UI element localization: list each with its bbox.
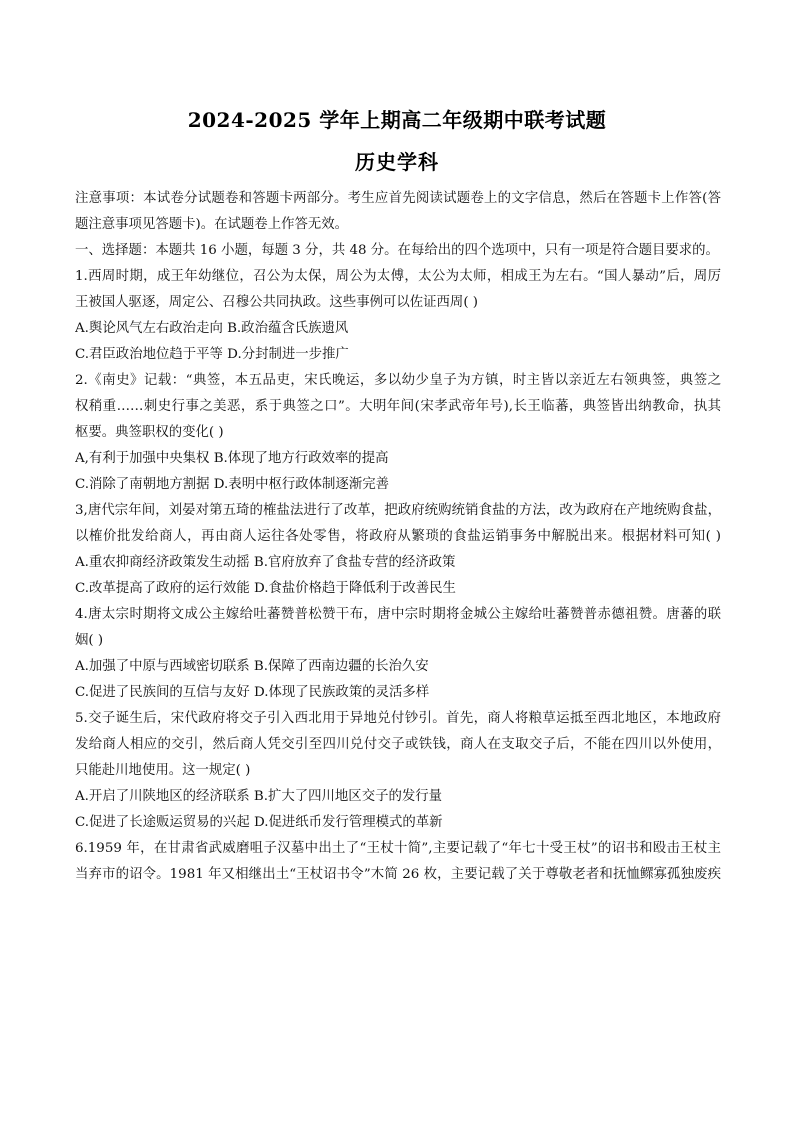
question-stem-line: 6.1959 年，在甘肃省武威磨咀子汉墓中出土了“王杖十简”,主要记载了“年七十受王杖”的诏书和殴击王杖主: [75, 841, 721, 856]
exam-content: [75, 186, 721, 888]
exam-title: 2024-2025 学年上期高二年级期中联考试题: [187, 108, 607, 132]
question-stem-line: 3,唐代宗年间，刘晏对第五琦的榷盐法进行了改革，把政府统购统销食盐的方法，改为政府在产地统购食盐，: [75, 503, 721, 518]
question-5: [75, 706, 721, 836]
question-4: [75, 602, 721, 706]
question-option-line: A.开启了川陕地区的经济联系 B.扩大了四川地区交子的发行量: [75, 789, 443, 804]
question-1: [75, 264, 721, 368]
question-stem-line: 姻( ): [75, 633, 104, 648]
question-option-line: C.君臣政治地位趋于平等 D.分封制进一步推广: [75, 347, 349, 362]
question-option-line: C.消除了南朝地方割据 D.表明中枢行政体制逐渐完善: [75, 477, 389, 492]
question-stem-line: 权稍重……刺史行事之美恶，系于典签之口”。大明年间(宋孝武帝年号),长王临蕃，典签皆出纳教命，执其: [75, 399, 721, 414]
question-stem-line: 2.《南史》记载：“典签，本五品吏，宋氏晚运，多以幼少皇子为方镇，时主皆以亲近左右领典签，典签之: [75, 373, 721, 388]
question-stem-line: 发给商人相应的交引，然后商人凭交引至四川兑付交子或铁钱，商人在支取交子后，不能在四川以外使用，: [75, 737, 721, 752]
question-option-line: A.加强了中原与西域密切联系 B.保障了西南边疆的长治久安: [75, 659, 429, 674]
question-stem-line: 只能赴川地使用。这一规定( ): [75, 763, 251, 778]
notice-line: 题注意事项见答题卡)。在试题卷上作答无效。: [75, 217, 349, 232]
question-stem-line: 5.交子诞生后，宋代政府将交子引入西北用于异地兑付钞引。首先，商人将粮草运抵至西北地区，本地政府: [75, 711, 721, 726]
question-option-line: A.重农抑商经济政策发生动摇 B.官府放弃了食盐专营的经济政策: [75, 555, 456, 570]
section-heading-text: 一、选择题：本题共 16 小题，每题 3 分，共 48 分。在每给出的四个选项中，只有一项是符合题目要求的。: [75, 243, 719, 258]
question-option-line: C.促进了长途贩运贸易的兴起 D.促进纸币发行管理模式的革新: [75, 815, 443, 830]
question-option-line: A,有利于加强中央集权 B.体现了地方行政效率的提高: [75, 451, 389, 466]
question-stem-line: 4.唐太宗时期将文成公主嫁给吐蕃赞普松赞干布，唐中宗时期将金城公主嫁给吐蕃赞普赤德祖赞。唐蕃的联: [75, 607, 721, 622]
question-6: [75, 836, 721, 888]
notice: [75, 186, 721, 238]
question-stem-line: 以榷价批发给商人，再由商人运往各处零售，将政府从繁琐的食盐运销事务中解脱出来。根据材料可知( ): [75, 529, 721, 544]
subject-title: 历史学科: [355, 150, 439, 174]
question-stem-line: 1.西周时期，成王年幼继位，召公为太保，周公为太傅，太公为太师，相成王为左右。“国人暴动”后，周厉: [75, 269, 721, 284]
question-3: [75, 498, 721, 602]
question-stem-line: 枢要。典签职权的变化( ): [75, 425, 224, 440]
question-option-line: C.改革提高了政府的运行效能 D.食盐价格趋于降低利于改善民生: [75, 581, 456, 596]
notice-line: 注意事项：本试卷分试题卷和答题卡两部分。考生应首先阅读试题卷上的文字信息，然后在答题卡上作答(答: [75, 191, 721, 206]
question-option-line: A.舆论风气左右政治走向 B.政治蕴含氏族遗风: [75, 321, 349, 336]
section-heading: [75, 238, 721, 264]
question-option-line: C.促进了民族间的互信与友好 D.体现了民族政策的灵活多样: [75, 685, 430, 700]
question-stem-line: 当弃市的诏令。1981 年又相继出土“王杖诏书令”木简 26 枚，主要记载了关于尊敬老者和抚恤鳏寡孤独废疾: [75, 867, 721, 882]
question-stem-line: 王被国人驱逐，周定公、召穆公共同执政。这些事例可以佐证西周( ): [75, 295, 479, 310]
question-2: [75, 368, 721, 498]
